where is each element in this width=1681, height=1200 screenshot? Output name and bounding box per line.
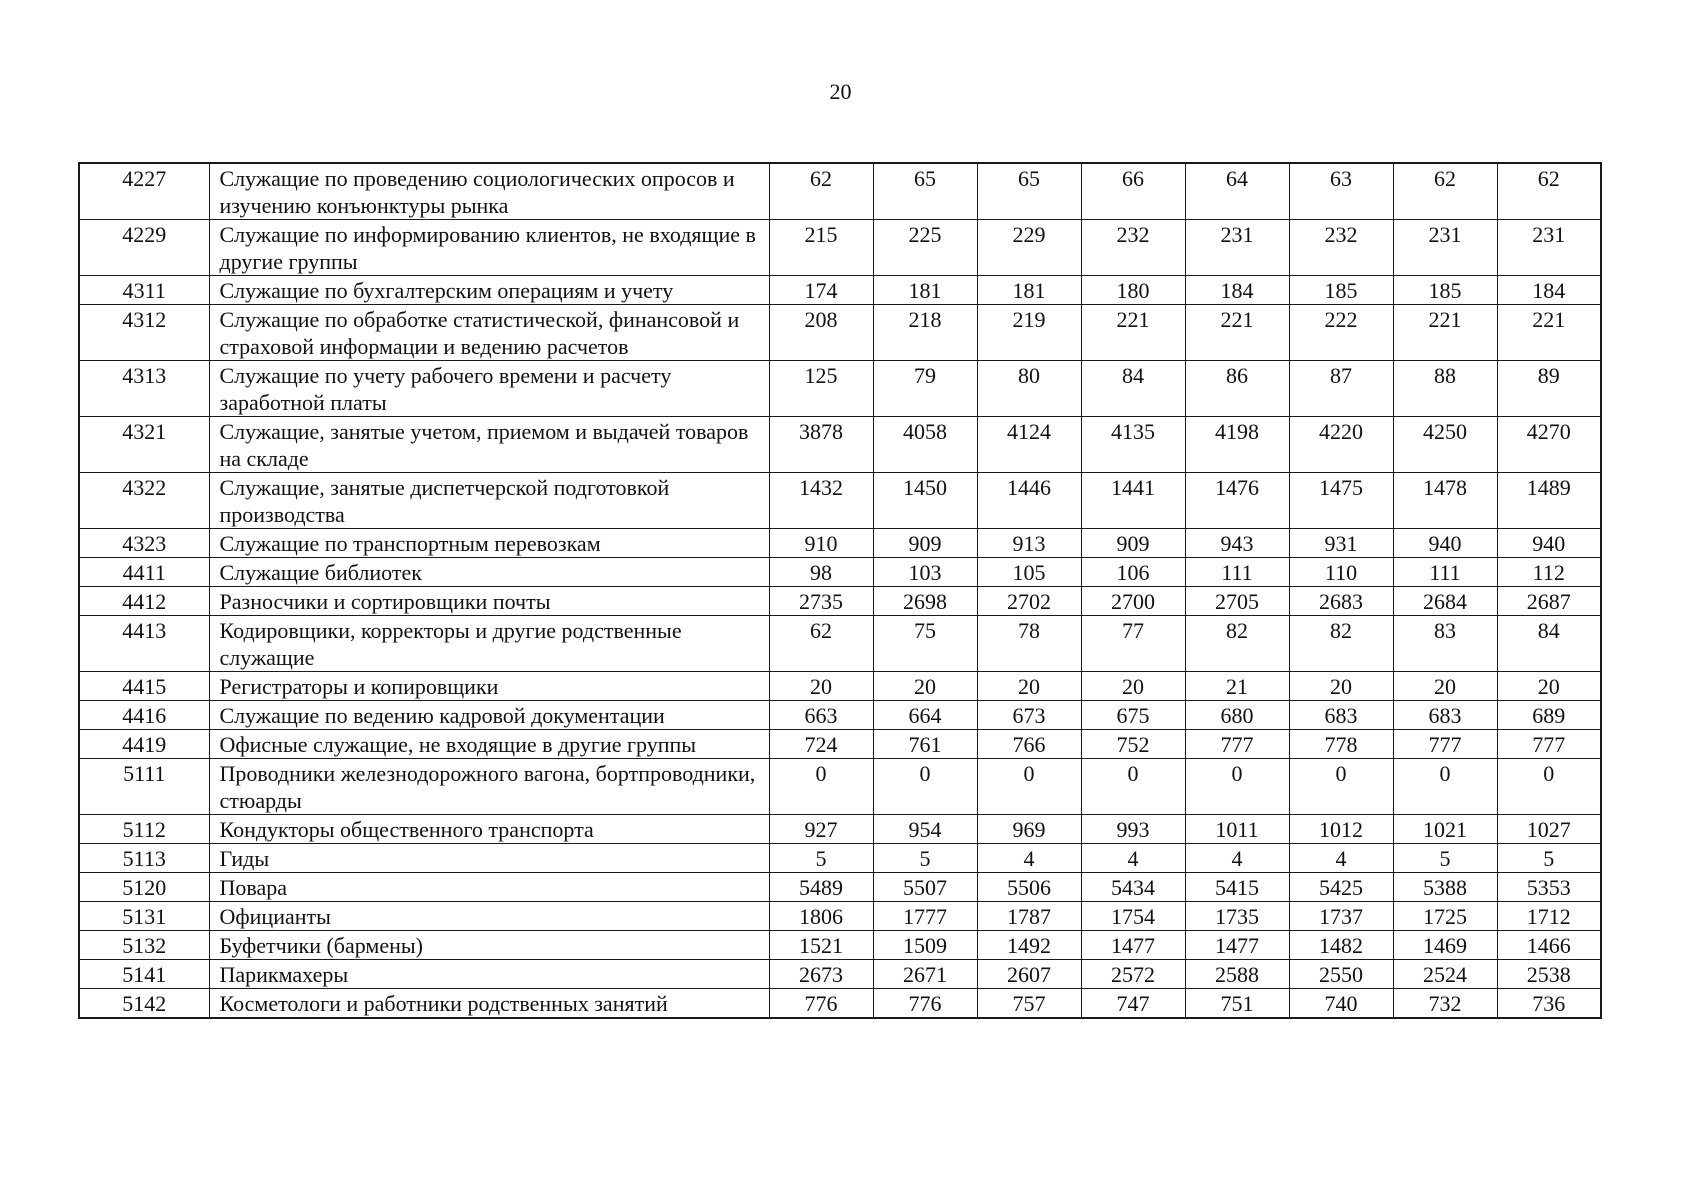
value-cell: 909 (1081, 529, 1185, 558)
value-cell: 1777 (873, 902, 977, 931)
occupation-name: Служащие по ведению кадровой документации (209, 701, 769, 730)
occupation-code: 4323 (79, 529, 209, 558)
value-cell: 2687 (1497, 587, 1601, 616)
value-cell: 778 (1289, 730, 1393, 759)
table-row (79, 305, 1601, 361)
value-cell: 4220 (1289, 417, 1393, 473)
occupation-name: Косметологи и работники родственных занятий (209, 989, 769, 1019)
value-cell: 65 (873, 163, 977, 220)
occupation-name: Разносчики и сортировщики почты (209, 587, 769, 616)
occupation-code: 4322 (79, 473, 209, 529)
table-row (79, 960, 1601, 989)
value-cell: 80 (977, 361, 1081, 417)
value-cell: 5 (1393, 844, 1497, 873)
value-cell: 221 (1497, 305, 1601, 361)
value-cell: 1509 (873, 931, 977, 960)
value-cell: 736 (1497, 989, 1601, 1019)
value-cell: 180 (1081, 276, 1185, 305)
value-cell: 63 (1289, 163, 1393, 220)
value-cell: 5415 (1185, 873, 1289, 902)
page-number: 20 (829, 79, 852, 104)
value-cell: 0 (1393, 759, 1497, 815)
table-row (79, 873, 1601, 902)
value-cell: 4135 (1081, 417, 1185, 473)
value-cell: 2700 (1081, 587, 1185, 616)
value-cell: 940 (1393, 529, 1497, 558)
occupation-code: 5112 (79, 815, 209, 844)
value-cell: 221 (1185, 305, 1289, 361)
occupation-code: 4321 (79, 417, 209, 473)
value-cell: 4 (977, 844, 1081, 873)
value-cell: 5353 (1497, 873, 1601, 902)
occupation-code: 4419 (79, 730, 209, 759)
value-cell: 1027 (1497, 815, 1601, 844)
value-cell: 680 (1185, 701, 1289, 730)
value-cell: 20 (873, 672, 977, 701)
value-cell: 4 (1185, 844, 1289, 873)
value-cell: 20 (977, 672, 1081, 701)
value-cell: 106 (1081, 558, 1185, 587)
value-cell: 1787 (977, 902, 1081, 931)
value-cell: 4198 (1185, 417, 1289, 473)
occupation-name: Служащие по бухгалтерским операциям и учету (209, 276, 769, 305)
occupation-code: 5120 (79, 873, 209, 902)
value-cell: 954 (873, 815, 977, 844)
value-cell: 21 (1185, 672, 1289, 701)
value-cell: 2572 (1081, 960, 1185, 989)
value-cell: 1737 (1289, 902, 1393, 931)
value-cell: 83 (1393, 616, 1497, 672)
value-cell: 103 (873, 558, 977, 587)
occupation-code: 4413 (79, 616, 209, 672)
value-cell: 1806 (769, 902, 873, 931)
value-cell: 909 (873, 529, 977, 558)
occupation-name: Служащие, занятые учетом, приемом и выдачей товаров на складе (209, 417, 769, 473)
value-cell: 1475 (1289, 473, 1393, 529)
value-cell: 218 (873, 305, 977, 361)
occupation-code: 4229 (79, 220, 209, 276)
value-cell: 184 (1185, 276, 1289, 305)
occupation-name: Служащие по транспортным перевозкам (209, 529, 769, 558)
value-cell: 1012 (1289, 815, 1393, 844)
value-cell: 757 (977, 989, 1081, 1019)
value-cell: 64 (1185, 163, 1289, 220)
value-cell: 229 (977, 220, 1081, 276)
occupation-code: 5132 (79, 931, 209, 960)
value-cell: 219 (977, 305, 1081, 361)
value-cell: 740 (1289, 989, 1393, 1019)
value-cell: 86 (1185, 361, 1289, 417)
value-cell: 673 (977, 701, 1081, 730)
value-cell: 89 (1497, 361, 1601, 417)
occupation-code: 4311 (79, 276, 209, 305)
occupation-code: 4312 (79, 305, 209, 361)
occupation-name: Регистраторы и копировщики (209, 672, 769, 701)
value-cell: 1011 (1185, 815, 1289, 844)
value-cell: 2684 (1393, 587, 1497, 616)
occupation-name: Служащие по обработке статистической, финансовой и страховой информации и ведению расчетов (209, 305, 769, 361)
occupation-code: 4411 (79, 558, 209, 587)
value-cell: 2671 (873, 960, 977, 989)
occupation-code: 4415 (79, 672, 209, 701)
value-cell: 663 (769, 701, 873, 730)
table-row (79, 989, 1601, 1019)
occupation-name: Кондукторы общественного транспорта (209, 815, 769, 844)
table-row (79, 587, 1601, 616)
table-row (79, 759, 1601, 815)
value-cell: 5489 (769, 873, 873, 902)
value-cell: 84 (1497, 616, 1601, 672)
value-cell: 776 (769, 989, 873, 1019)
value-cell: 927 (769, 815, 873, 844)
value-cell: 993 (1081, 815, 1185, 844)
occupation-name: Офисные служащие, не входящие в другие группы (209, 730, 769, 759)
value-cell: 683 (1289, 701, 1393, 730)
value-cell: 1446 (977, 473, 1081, 529)
value-cell: 2735 (769, 587, 873, 616)
table-body (79, 163, 1601, 1018)
value-cell: 125 (769, 361, 873, 417)
value-cell: 111 (1185, 558, 1289, 587)
value-cell: 0 (873, 759, 977, 815)
value-cell: 940 (1497, 529, 1601, 558)
value-cell: 0 (1289, 759, 1393, 815)
value-cell: 776 (873, 989, 977, 1019)
value-cell: 732 (1393, 989, 1497, 1019)
value-cell: 913 (977, 529, 1081, 558)
value-cell: 215 (769, 220, 873, 276)
value-cell: 4270 (1497, 417, 1601, 473)
value-cell: 1477 (1081, 931, 1185, 960)
table-row (79, 529, 1601, 558)
value-cell: 20 (1289, 672, 1393, 701)
value-cell: 5425 (1289, 873, 1393, 902)
occupation-code: 5131 (79, 902, 209, 931)
value-cell: 5 (769, 844, 873, 873)
occupation-code: 4416 (79, 701, 209, 730)
value-cell: 2705 (1185, 587, 1289, 616)
occupation-code: 5142 (79, 989, 209, 1019)
value-cell: 1469 (1393, 931, 1497, 960)
value-cell: 1432 (769, 473, 873, 529)
value-cell: 111 (1393, 558, 1497, 587)
value-cell: 777 (1185, 730, 1289, 759)
value-cell: 65 (977, 163, 1081, 220)
value-cell: 5507 (873, 873, 977, 902)
value-cell: 231 (1185, 220, 1289, 276)
value-cell: 1735 (1185, 902, 1289, 931)
occupation-code: 4227 (79, 163, 209, 220)
value-cell: 77 (1081, 616, 1185, 672)
value-cell: 82 (1185, 616, 1289, 672)
table-row (79, 931, 1601, 960)
value-cell: 221 (1081, 305, 1185, 361)
value-cell: 62 (1497, 163, 1601, 220)
value-cell: 110 (1289, 558, 1393, 587)
table-row (79, 701, 1601, 730)
value-cell: 766 (977, 730, 1081, 759)
value-cell: 4 (1081, 844, 1185, 873)
table-row (79, 902, 1601, 931)
occupation-name: Служащие, занятые диспетчерской подготовкой производства (209, 473, 769, 529)
table-row (79, 163, 1601, 220)
value-cell: 5434 (1081, 873, 1185, 902)
value-cell: 225 (873, 220, 977, 276)
value-cell: 78 (977, 616, 1081, 672)
value-cell: 87 (1289, 361, 1393, 417)
occupation-name: Служащие по учету рабочего времени и расчету заработной платы (209, 361, 769, 417)
occupation-code: 5141 (79, 960, 209, 989)
occupation-code: 5111 (79, 759, 209, 815)
value-cell: 969 (977, 815, 1081, 844)
value-cell: 1476 (1185, 473, 1289, 529)
value-cell: 184 (1497, 276, 1601, 305)
occupation-name: Кодировщики, корректоры и другие родственные служащие (209, 616, 769, 672)
occupation-name: Служащие по проведению социологических опросов и изучению конъюнктуры рынка (209, 163, 769, 220)
value-cell: 2588 (1185, 960, 1289, 989)
value-cell: 4 (1289, 844, 1393, 873)
value-cell: 2702 (977, 587, 1081, 616)
occupation-name: Служащие библиотек (209, 558, 769, 587)
value-cell: 98 (769, 558, 873, 587)
value-cell: 777 (1497, 730, 1601, 759)
value-cell: 943 (1185, 529, 1289, 558)
value-cell: 4058 (873, 417, 977, 473)
value-cell: 0 (1185, 759, 1289, 815)
value-cell: 2683 (1289, 587, 1393, 616)
value-cell: 20 (769, 672, 873, 701)
table-row (79, 815, 1601, 844)
value-cell: 181 (977, 276, 1081, 305)
value-cell: 20 (1081, 672, 1185, 701)
value-cell: 20 (1393, 672, 1497, 701)
value-cell: 62 (1393, 163, 1497, 220)
value-cell: 2607 (977, 960, 1081, 989)
value-cell: 1466 (1497, 931, 1601, 960)
value-cell: 208 (769, 305, 873, 361)
value-cell: 88 (1393, 361, 1497, 417)
value-cell: 5388 (1393, 873, 1497, 902)
occupation-code: 5113 (79, 844, 209, 873)
value-cell: 66 (1081, 163, 1185, 220)
occupation-name: Повара (209, 873, 769, 902)
value-cell: 1441 (1081, 473, 1185, 529)
value-cell: 1489 (1497, 473, 1601, 529)
value-cell: 174 (769, 276, 873, 305)
value-cell: 664 (873, 701, 977, 730)
occupation-code: 4412 (79, 587, 209, 616)
occupation-name: Буфетчики (бармены) (209, 931, 769, 960)
value-cell: 1482 (1289, 931, 1393, 960)
table-row (79, 473, 1601, 529)
value-cell: 761 (873, 730, 977, 759)
value-cell: 0 (977, 759, 1081, 815)
value-cell: 1754 (1081, 902, 1185, 931)
value-cell: 105 (977, 558, 1081, 587)
occupation-name: Официанты (209, 902, 769, 931)
occupation-name: Служащие по информированию клиентов, не входящие в другие группы (209, 220, 769, 276)
value-cell: 683 (1393, 701, 1497, 730)
value-cell: 232 (1289, 220, 1393, 276)
value-cell: 931 (1289, 529, 1393, 558)
value-cell: 752 (1081, 730, 1185, 759)
value-cell: 0 (1081, 759, 1185, 815)
value-cell: 75 (873, 616, 977, 672)
value-cell: 0 (769, 759, 873, 815)
value-cell: 62 (769, 163, 873, 220)
value-cell: 1021 (1393, 815, 1497, 844)
value-cell: 221 (1393, 305, 1497, 361)
value-cell: 4250 (1393, 417, 1497, 473)
value-cell: 724 (769, 730, 873, 759)
value-cell: 20 (1497, 672, 1601, 701)
value-cell: 1492 (977, 931, 1081, 960)
value-cell: 231 (1497, 220, 1601, 276)
value-cell: 1477 (1185, 931, 1289, 960)
table-row (79, 730, 1601, 759)
value-cell: 1521 (769, 931, 873, 960)
value-cell: 79 (873, 361, 977, 417)
occupation-code: 4313 (79, 361, 209, 417)
table-row (79, 672, 1601, 701)
table-row (79, 417, 1601, 473)
table-row (79, 558, 1601, 587)
value-cell: 2698 (873, 587, 977, 616)
value-cell: 1725 (1393, 902, 1497, 931)
value-cell: 5506 (977, 873, 1081, 902)
value-cell: 185 (1393, 276, 1497, 305)
value-cell: 2538 (1497, 960, 1601, 989)
table-row (79, 361, 1601, 417)
value-cell: 0 (1497, 759, 1601, 815)
value-cell: 2673 (769, 960, 873, 989)
value-cell: 3878 (769, 417, 873, 473)
occupation-table (78, 162, 1602, 1019)
table-row (79, 220, 1601, 276)
value-cell: 232 (1081, 220, 1185, 276)
value-cell: 231 (1393, 220, 1497, 276)
value-cell: 4124 (977, 417, 1081, 473)
value-cell: 84 (1081, 361, 1185, 417)
value-cell: 747 (1081, 989, 1185, 1019)
table-row (79, 616, 1601, 672)
value-cell: 2550 (1289, 960, 1393, 989)
value-cell: 675 (1081, 701, 1185, 730)
value-cell: 910 (769, 529, 873, 558)
value-cell: 222 (1289, 305, 1393, 361)
value-cell: 5 (873, 844, 977, 873)
occupation-name: Проводники железнодорожного вагона, бортпроводники, стюарды (209, 759, 769, 815)
value-cell: 1712 (1497, 902, 1601, 931)
value-cell: 62 (769, 616, 873, 672)
occupation-name: Гиды (209, 844, 769, 873)
value-cell: 5 (1497, 844, 1601, 873)
value-cell: 1478 (1393, 473, 1497, 529)
value-cell: 181 (873, 276, 977, 305)
value-cell: 777 (1393, 730, 1497, 759)
value-cell: 689 (1497, 701, 1601, 730)
table-row (79, 844, 1601, 873)
value-cell: 185 (1289, 276, 1393, 305)
value-cell: 112 (1497, 558, 1601, 587)
table-row (79, 276, 1601, 305)
value-cell: 751 (1185, 989, 1289, 1019)
occupation-name: Парикмахеры (209, 960, 769, 989)
value-cell: 2524 (1393, 960, 1497, 989)
value-cell: 1450 (873, 473, 977, 529)
value-cell: 82 (1289, 616, 1393, 672)
